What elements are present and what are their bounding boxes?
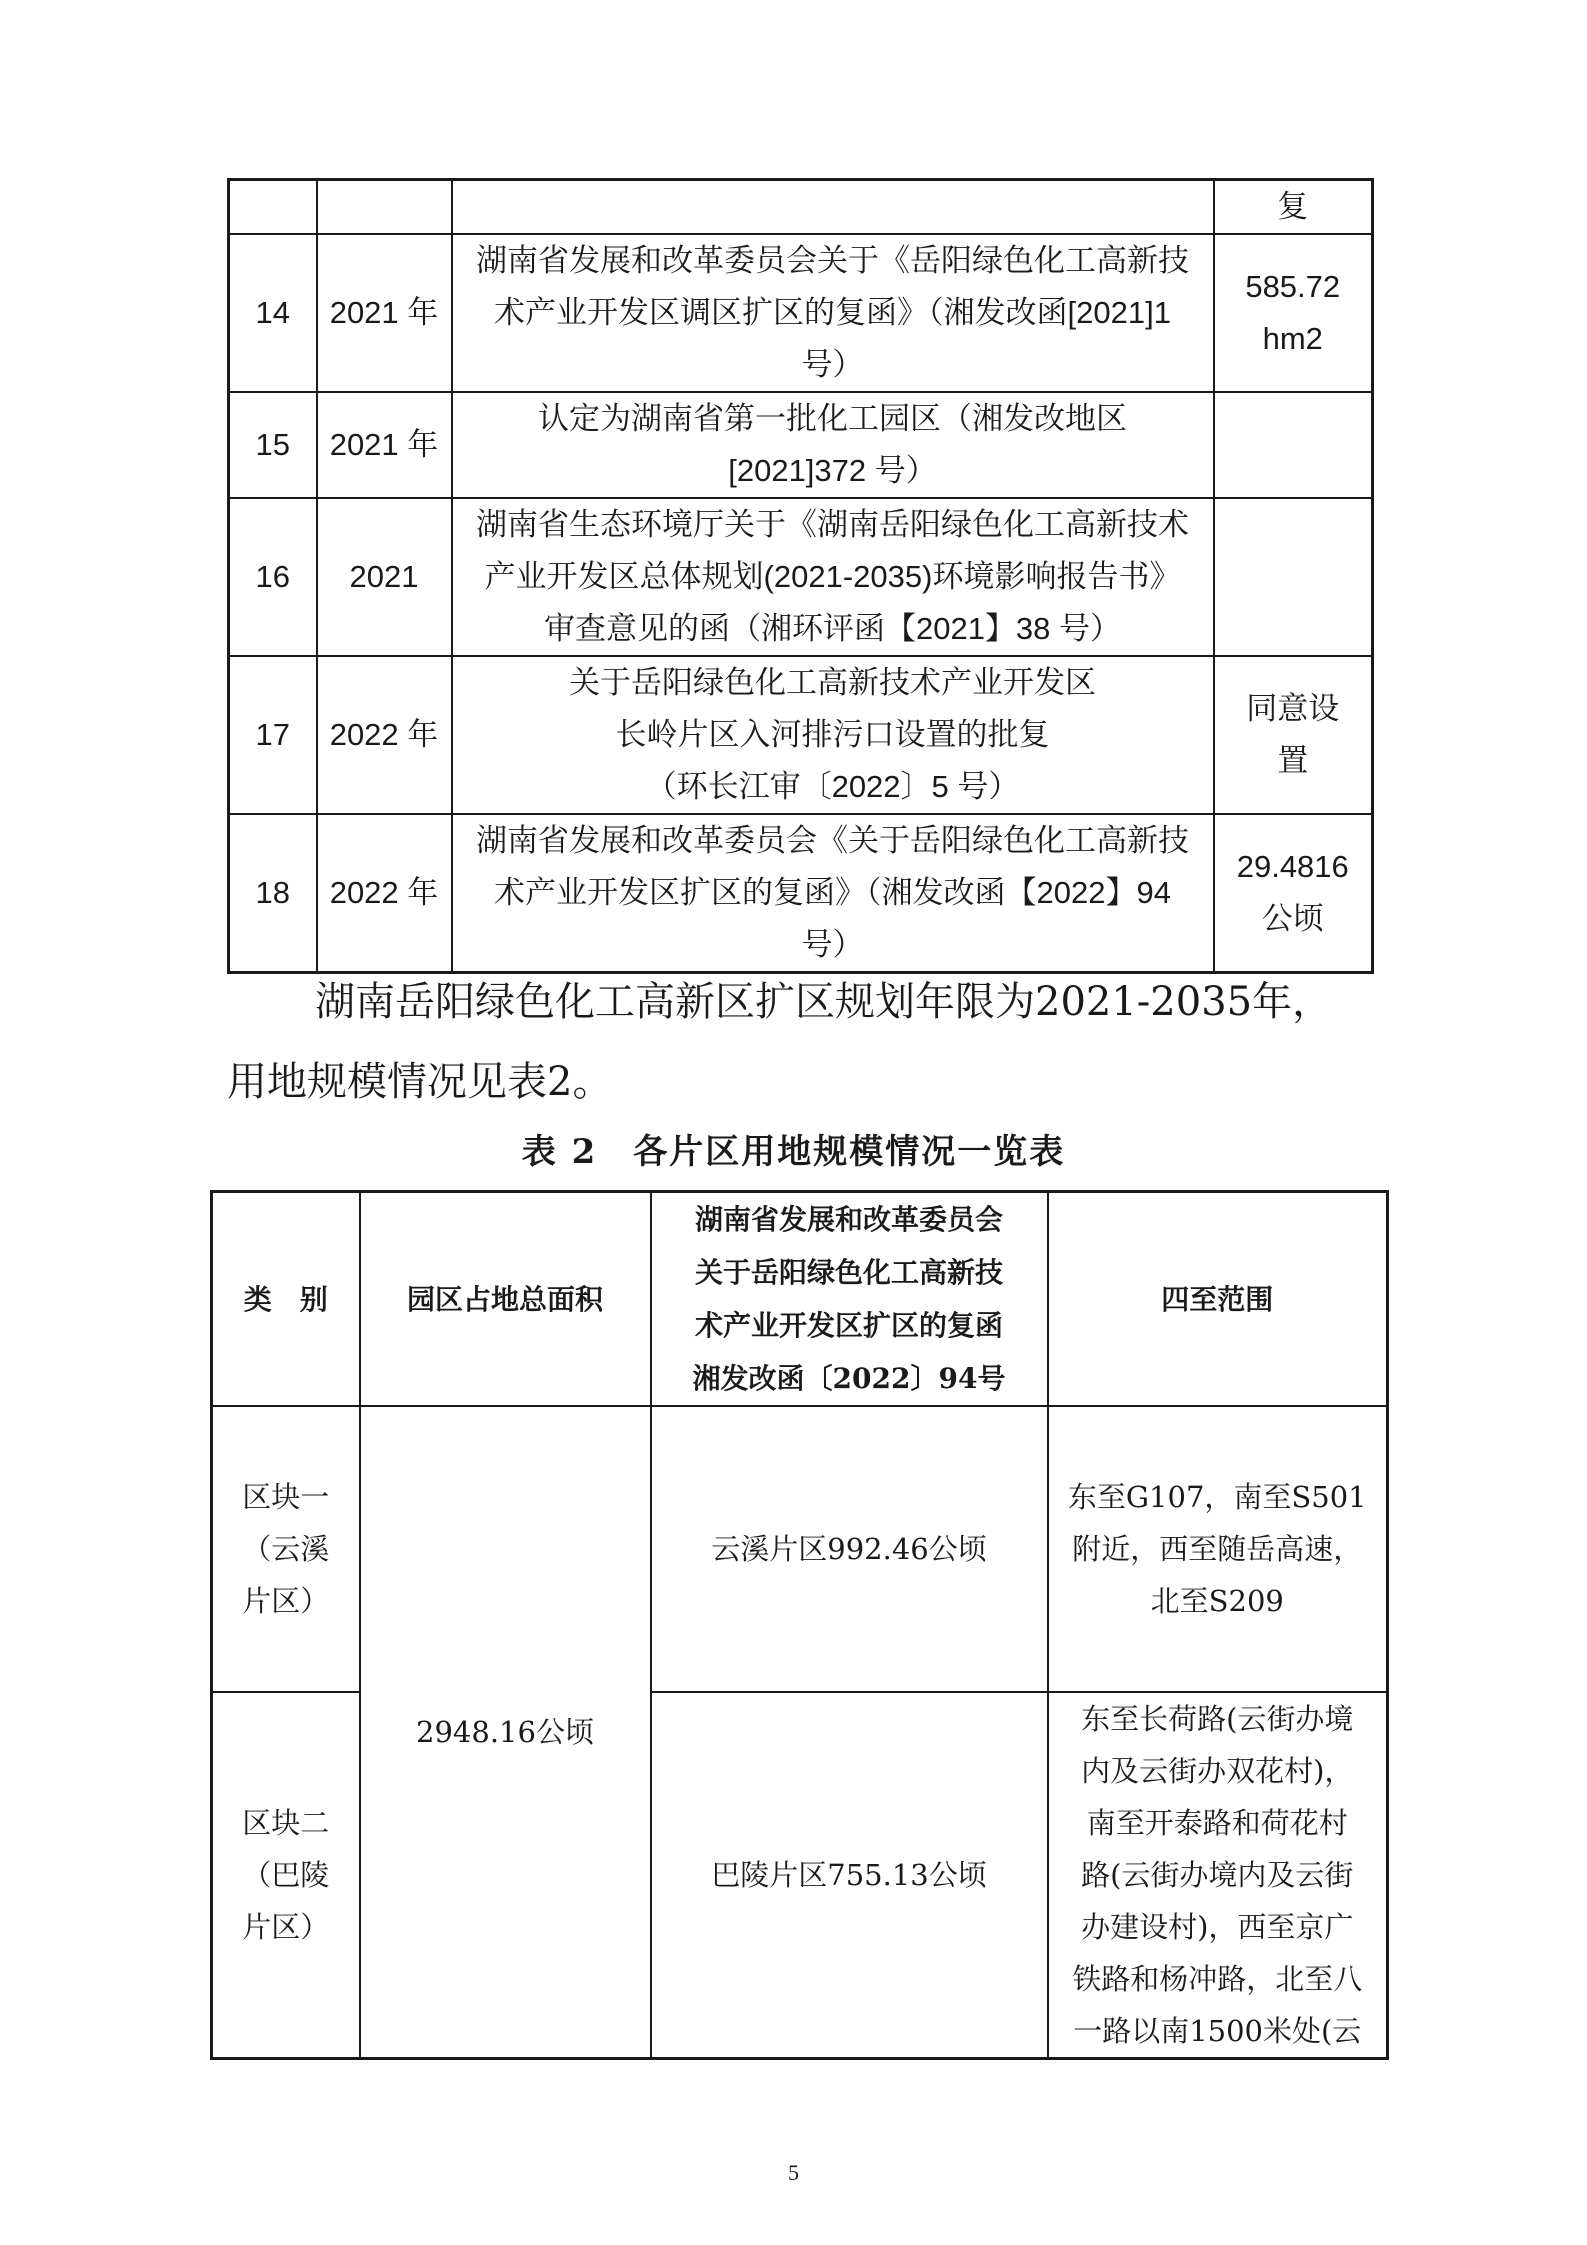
- text-line: 湖南省生态环境厅关于《湖南岳阳绿色化工高新技术: [476, 507, 1189, 542]
- text-line: 长岭片区入河排污口设置的批复: [615, 717, 1050, 752]
- cell-area: 云溪片区992.46公顷: [651, 1406, 1048, 1692]
- text-line: 关于岳阳绿色化工高新技术产业开发区: [569, 665, 1096, 700]
- text-line: 内及云街办双花村)，: [1081, 1754, 1354, 1788]
- text-line: 术产业开发区调区扩区的复函》（湘发改函[2021]1: [494, 295, 1171, 330]
- cell-result: [1214, 656, 1373, 814]
- text-line: 路(云街办境内及云街: [1081, 1858, 1354, 1892]
- cell-year: 2022 年: [317, 814, 452, 973]
- text-line: 术产业开发区扩区的复函》（湘发改函【2022】94: [494, 875, 1171, 910]
- approval-history-table: [227, 178, 1374, 974]
- cell-document: [452, 234, 1214, 392]
- text-line: 湖南省发展和改革委员会关于《岳阳绿色化工高新技: [476, 243, 1189, 278]
- cell-document: [452, 656, 1214, 814]
- text-line: （云溪: [242, 1532, 330, 1566]
- table-header-row: [212, 1192, 1388, 1407]
- table-row: [212, 1406, 1388, 1692]
- cell-category: [212, 1406, 360, 1692]
- cell-result: [1214, 498, 1373, 656]
- header-approval: [651, 1192, 1048, 1407]
- page-number: 5: [788, 2160, 799, 2185]
- cell-year: 2021 年: [317, 234, 452, 392]
- cell-year: 2021 年: [317, 392, 452, 498]
- cell-total-area: 2948.16公顷: [360, 1406, 651, 2059]
- text-line: hm2: [1262, 321, 1323, 356]
- paragraph-line: 湖南岳阳绿色化工高新区扩区规划年限为2021-2035年，: [315, 979, 1333, 1025]
- table-row: [229, 180, 1373, 235]
- cell-no: 18: [229, 814, 317, 973]
- text-line: 29.4816: [1236, 849, 1349, 884]
- cell-no: 14: [229, 234, 317, 392]
- text-line: 公顷: [1261, 901, 1324, 936]
- header-total-area: 园区占地总面积: [360, 1192, 651, 1407]
- text-line: （环长江审〔2022〕5 号）: [645, 769, 1020, 804]
- text-line: 东至长荷路(云街办境: [1081, 1702, 1354, 1736]
- text-line: [2021]372 号）: [728, 453, 937, 488]
- table-caption: 表 2 各片区用地规模情况一览表: [521, 1132, 1066, 1172]
- text-line: 湖南省发展和改革委员会《关于岳阳绿色化工高新技: [476, 823, 1189, 858]
- cell-boundary: [1048, 1406, 1388, 1692]
- cell-area: 巴陵片区755.13公顷: [651, 1692, 1048, 2059]
- text-line: 一路以南1500米处(云: [1073, 2014, 1362, 2048]
- text-line: 北至S209: [1150, 1584, 1284, 1618]
- cell-document: [452, 392, 1214, 498]
- cell-document: [452, 498, 1214, 656]
- text-line: 片区）: [242, 1910, 330, 1944]
- table-row: [229, 814, 1373, 973]
- text-line: 术产业开发区扩区的复函: [694, 1309, 1003, 1342]
- text-line: （巴陵: [242, 1858, 330, 1892]
- cell-result: [1214, 392, 1373, 498]
- text-line: 东至G107，南至S501: [1067, 1480, 1367, 1514]
- text-line: 认定为湖南省第一批化工园区（湘发改地区: [538, 401, 1127, 436]
- cell-document: [452, 814, 1214, 973]
- text-line: 号）: [801, 927, 864, 962]
- cell-year: 2022 年: [317, 656, 452, 814]
- text-line: 附近，西至随岳高速，: [1072, 1532, 1363, 1566]
- text-line: 办建设村)，西至京广: [1081, 1910, 1354, 1944]
- cell-boundary: [1048, 1692, 1388, 2059]
- text-line: 置: [1277, 743, 1309, 778]
- text-line: 号）: [801, 347, 864, 382]
- text-line: 区块一: [242, 1480, 330, 1514]
- cell-no: 16: [229, 498, 317, 656]
- table-row: [229, 392, 1373, 498]
- cell-category: [212, 1692, 360, 2059]
- text-line: 关于岳阳绿色化工高新技: [694, 1256, 1003, 1289]
- land-use-table: [210, 1190, 1389, 2060]
- cell-no: 15: [229, 392, 317, 498]
- cell-result: 复: [1214, 180, 1373, 235]
- cell-no: 17: [229, 656, 317, 814]
- table-row: [229, 498, 1373, 656]
- text-line: 片区）: [242, 1584, 330, 1618]
- text-line: 585.72: [1245, 269, 1341, 304]
- cell-year: 2021: [317, 498, 452, 656]
- text-line: 南至开泰路和荷花村: [1086, 1806, 1348, 1840]
- paragraph-line: 用地规模情况见表2。: [227, 1059, 613, 1105]
- text-line: 区块二: [242, 1806, 330, 1840]
- header-category: 类 别: [212, 1192, 360, 1407]
- text-line: 同意设: [1246, 691, 1340, 726]
- cell-no: [229, 180, 317, 235]
- table-row: [229, 234, 1373, 392]
- cell-result: [1214, 814, 1373, 973]
- cell-result: [1214, 234, 1373, 392]
- header-boundary: 四至范围: [1048, 1192, 1388, 1407]
- cell-year: [317, 180, 452, 235]
- text-line: 湖南省发展和改革委员会: [694, 1203, 1003, 1236]
- text-line: 铁路和杨冲路，北至八: [1072, 1962, 1363, 1996]
- table-row: [229, 656, 1373, 814]
- text-line: 产业开发区总体规划(2021-2035)环境影响报告书》: [484, 559, 1181, 594]
- text-line: 湘发改函〔2022〕94号: [692, 1362, 1006, 1395]
- text-line: 审查意见的函（湘环评函【2021】38 号）: [543, 611, 1122, 646]
- cell-document: [452, 180, 1214, 235]
